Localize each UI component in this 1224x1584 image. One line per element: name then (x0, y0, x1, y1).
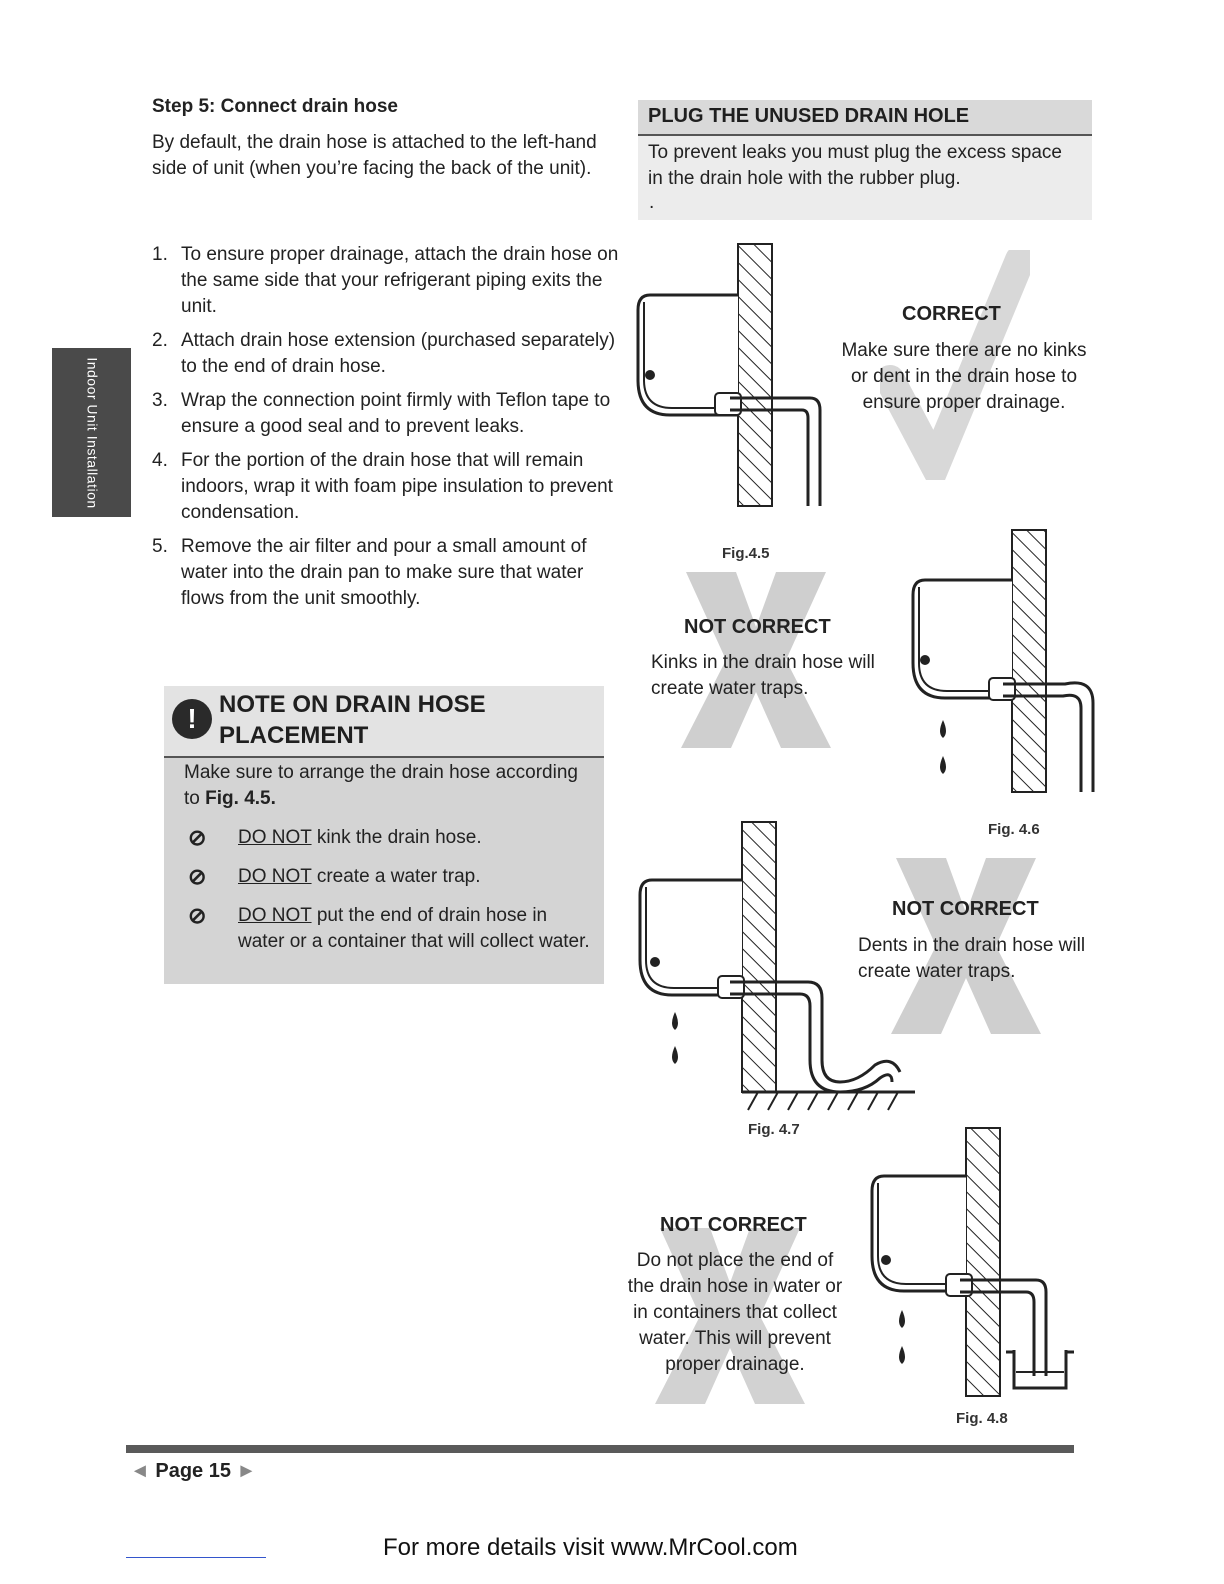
step-list (150, 242, 620, 620)
page-label: Page 15 (155, 1460, 231, 1482)
list-item-number: 2. (152, 330, 168, 351)
note-rule (188, 903, 588, 983)
plug-dot: . (649, 192, 655, 213)
footer-link[interactable]: For more details visit www.MrCool.com (383, 1534, 798, 1561)
footer-underline (126, 1557, 266, 1558)
note-title (219, 689, 486, 751)
list-item-text: Wrap the connection point firmly with Teflon tape to ensure a good seal and to prevent leaks. (181, 390, 611, 437)
note-text (184, 760, 584, 812)
rule-text: put the end of drain hose in water or a container that will collect water. (238, 905, 590, 952)
fig46-description: Kinks in the drain hose will create water traps. (651, 652, 875, 699)
note-text-body: Make sure to arrange the drain hose according to (184, 762, 578, 809)
fig45-caption: Fig.4.5 (722, 545, 770, 562)
prohibited-icon: ⊘ (188, 825, 207, 850)
prev-arrow-icon: ◄ (130, 1460, 150, 1482)
fig47-drawing (630, 820, 920, 1115)
fig45-drawing (630, 240, 830, 510)
prohibited-icon: ⊘ (188, 864, 207, 889)
note-title-line1: NOTE ON DRAIN HOSE (219, 691, 486, 718)
fig47-description: Dents in the drain hose will create water traps. (858, 935, 1086, 982)
fig46-drawing (905, 528, 1100, 796)
fig48-caption: Fig. 4.8 (956, 1410, 1008, 1427)
list-item-text: Attach drain hose extension (purchased separately) to the end of drain hose. (181, 330, 616, 377)
list-item-number: 4. (152, 450, 168, 471)
list-item (150, 388, 620, 440)
prohibited-icon: ⊘ (188, 903, 207, 928)
rule-text: create a water trap. (316, 866, 481, 887)
fig47-caption: Fig. 4.7 (748, 1121, 800, 1138)
fig48-label: NOT CORRECT (660, 1214, 807, 1236)
next-arrow-icon: ► (236, 1460, 257, 1482)
fig45-description: Make sure there are no kinks or dent in the drain hose to ensure proper drainage. (841, 340, 1087, 413)
fig48-drawing (866, 1126, 1081, 1401)
alert-icon: ! (172, 699, 212, 739)
rule-strong: DO NOT (238, 827, 312, 848)
list-item (150, 534, 620, 612)
note-rule (188, 864, 588, 894)
footer-divider (126, 1445, 1074, 1453)
list-item-text: Remove the air filter and pour a small amount of water into the drain pan to make sure that water flows from the unit smoothly. (181, 536, 587, 609)
list-item-text: To ensure proper drainage, attach the drain hose on the same side that your refrigerant piping exits the unit. (181, 244, 619, 317)
list-item-text: For the portion of the drain hose that will remain indoors, wrap it with foam pipe insulation to prevent condensation. (181, 450, 613, 523)
page-number (130, 1460, 256, 1483)
fig46-label: NOT CORRECT (684, 616, 831, 638)
plug-text: To prevent leaks you must plug the excess space in the drain hole with the rubber plug. (648, 142, 1063, 189)
step-intro: By default, the drain hose is attached to the left-hand side of unit (when you’re facing the back of the unit). (152, 132, 597, 179)
note-fig-ref: Fig. 4.5. (205, 788, 276, 809)
list-item-number: 1. (152, 244, 168, 265)
list-item (150, 328, 620, 380)
list-item (150, 242, 620, 320)
rule-text: kink the drain hose. (316, 827, 482, 848)
fig48-description: Do not place the end of the drain hose in water or in containers that collect water. This will prevent proper drainage. (627, 1250, 843, 1375)
fig45-label: CORRECT (902, 303, 1001, 325)
list-item-number: 3. (152, 390, 168, 411)
rule-strong: DO NOT (238, 866, 312, 887)
note-title-line2: PLACEMENT (219, 722, 369, 749)
step-title: Step 5: Connect drain hose (152, 96, 398, 117)
fig47-label: NOT CORRECT (892, 898, 1039, 920)
fig46-caption: Fig. 4.6 (988, 821, 1040, 838)
rule-strong: DO NOT (238, 905, 312, 926)
plug-title: PLUG THE UNUSED DRAIN HOLE (648, 105, 970, 127)
section-tab-label: Indoor Unit Installation (84, 356, 100, 509)
list-item-number: 5. (152, 536, 168, 557)
list-item (150, 448, 620, 526)
section-tab (52, 348, 131, 517)
note-rule (188, 825, 588, 855)
